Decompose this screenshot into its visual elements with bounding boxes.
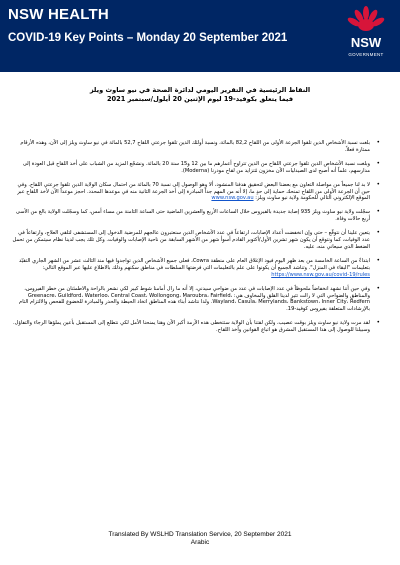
key-points-list [12, 140, 382, 341]
bullet-icon: • [376, 284, 380, 292]
title-line-2: فيما يتعلق بكوفيد-19 ليوم الإثنين 20 أيلول/سبتمبر 2021 [106, 95, 294, 103]
header-banner [0, 0, 400, 72]
footer-credit: Translated By WSLHD Translation Service, 20 September 2021 [108, 531, 292, 538]
bullet-icon: • [376, 319, 380, 327]
covid-rules-link[interactable]: https://www.nsw.gov.au/covid-19/rules [271, 271, 370, 278]
nsw-government-logo [342, 5, 390, 67]
key-point-text: سجّلت ولاية نيو ساوث ويلز 935 إصابة جديدة بالفيروس خلال الساعات الأربع والعشرين الماضية حتى الساعة الثامنة من مساء أمس، كما وسجّلت الولاية بالغ من الأسى أربع حالات وفاة. [15, 209, 370, 223]
key-point-3 [12, 182, 382, 203]
key-point-text: ابتداءً من الساعة الخامسة من بعد ظهر اليوم فيود الإغلاق العام على منطقة Cowra، فعلى جميع الأشخاص الذين تواجدوا فيها منذ الثالث عشر من الشهر الجاري التقيّد بتعليمات "البقاء في المنزل". وتناشد الجميع أن يكونوا على علم بالتعليمات التي فرضتها السلطات في مناطق سكنهم وذلك بالاطلاع عليها عبر الموقع التالي: [19, 257, 370, 271]
bullet-icon: • [376, 180, 380, 188]
key-point-1 [12, 140, 382, 154]
key-point-text: بلغت نسبة الأشخاص الذين تلقوا الجرعة الأولى من اللقاح 82,2 بالمائة، ونسبة أولئك الذين تلقوا جرعتي اللقاح 52,7 بالمائة في نيو ساوث ويلز إلى الآن، وهذه الأرقام ممتازة فعلاً. [20, 140, 370, 153]
bullet-icon: • [376, 256, 380, 264]
bullet-icon: • [376, 208, 380, 216]
waratah-flower-icon [342, 5, 390, 35]
title-line-1: النقاط الرئيسية في التقرير اليومي لدائرة الصحة في نيو ساوث ويلز [89, 86, 311, 94]
key-point-text: وفي حين أننا نشهد انخفاضاً ملحوظاً في عدد الإصابات في عدد من ضواحي سيدني، إلا أنه ما زال أمامنا شوط كبير لكي نشعر بالراحة والاطمئنان من خطر الفيروس، والمناطق والضواحي التي لا زالت تثير لدينا القلق والمخاوف هي: Greenacre، Guildford، Waterloo، Central Coast، Wollongong، Maroubra، Fairfield، Wayland، Casula، Merrylands، Bankstown، Inner City، Redfern. ولذا نتاشد أبناء هذه المناطق اتخاذ الحيطة والحذر والمبادرة للخضوع للفحص والالتزام التام بالإرشادات المتعلقة بفيروس كوفيد-19. [19, 285, 370, 313]
key-point-text: لا بد لنا جميعاً من مواصلة التعاون مع بعضنا البعض لتحقيق هدفنا المنشود، ألا وهو الوصول إلى نسبة 70 بالمائة من احتمال سكان الولاية الذين تلقوا جرعتي اللقاح. وفي حين أن الجرعة الأولى من اللقاح تمنحك حماية إلى حدٍ ما، إلا أنه من المهم جداً المبادرة إلى أخذ الجرعة الثانية منه في موعدها المحدد. احجز موعداً الآن لأخذ اللقاح عبر الموقع الإلكتروني التالي للحكومة ولاية نيو ساوث ويلز: [17, 181, 370, 202]
bullet-icon: • [376, 159, 380, 167]
logo-wordmark: NSW [350, 35, 382, 50]
key-point-2 [12, 161, 382, 175]
translation-footer [0, 531, 400, 547]
key-point-text: وبلغت نسبة الأشخاص الذين تلقوا جرعتي اللقاح من الذين تتراوح أعمارهم ما بين 12 و15 سنة 20 بالمائة. ونشجّع المزيد من الشباب على أخذ اللقاح قبل العودة إلى مدارسهم، علماً أنه أصبح لدى الصيدليات الآن مخزون مُتزايد من لقاح مودرنا (Moderna). [22, 160, 370, 174]
header-subtitle: COVID-19 Key Points – Monday 20 September 2021 [8, 32, 288, 44]
logo-subtext: GOVERNMENT [348, 52, 384, 57]
key-point-7 [12, 286, 382, 314]
key-point-4 [12, 209, 382, 223]
key-point-text: يتعين علينا أن نتوقّع – حتى وإن انخفضت أعداد الإصابات، ارتفاعاً في عدد الأشخاص الذين سنعتبرون عالجهم للمرضية الدخول إلى المستشفى لتلقي العلاج، وارتفاعاً في عدد الوفيات، كما ونتوقع أن يكون شهر تشرين الأول/أكتوبر القادم أسوأ شهر من الأشهر السابقة من ناحية الإصابات والوفيات. وكل تلك يجب لدينا نظام سيتمكن من تحمل الضغط الذي سيعاني منه، عليه. [12, 230, 370, 250]
nsw-gov-link[interactable]: www.nsw.gov.au [211, 195, 254, 202]
footer-language: Arabic [190, 539, 210, 546]
bullet-icon: • [376, 229, 380, 237]
bullet-icon: • [376, 139, 380, 146]
key-point-text: لقد مرت ولاية نيو ساوث ويلز بوقت عصيب، ولكن لقتنا بأن الولاية ستتخطى هذه الأزمة أكبر الآن وهنا يمنحنا الأمل لكي نتطلع إلى المستقبل بأعين يملؤها الرجاء والتفاؤل. وسبيلنا للوصول إلى هذا المستقبل المشرق هو اتباع القوانين وأخذ اللقاح. [12, 320, 370, 334]
document-title [60, 86, 340, 104]
key-point-6 [12, 258, 382, 279]
key-point-8 [12, 320, 382, 334]
key-point-5 [12, 230, 382, 251]
header-title: NSW HEALTH [8, 6, 109, 23]
